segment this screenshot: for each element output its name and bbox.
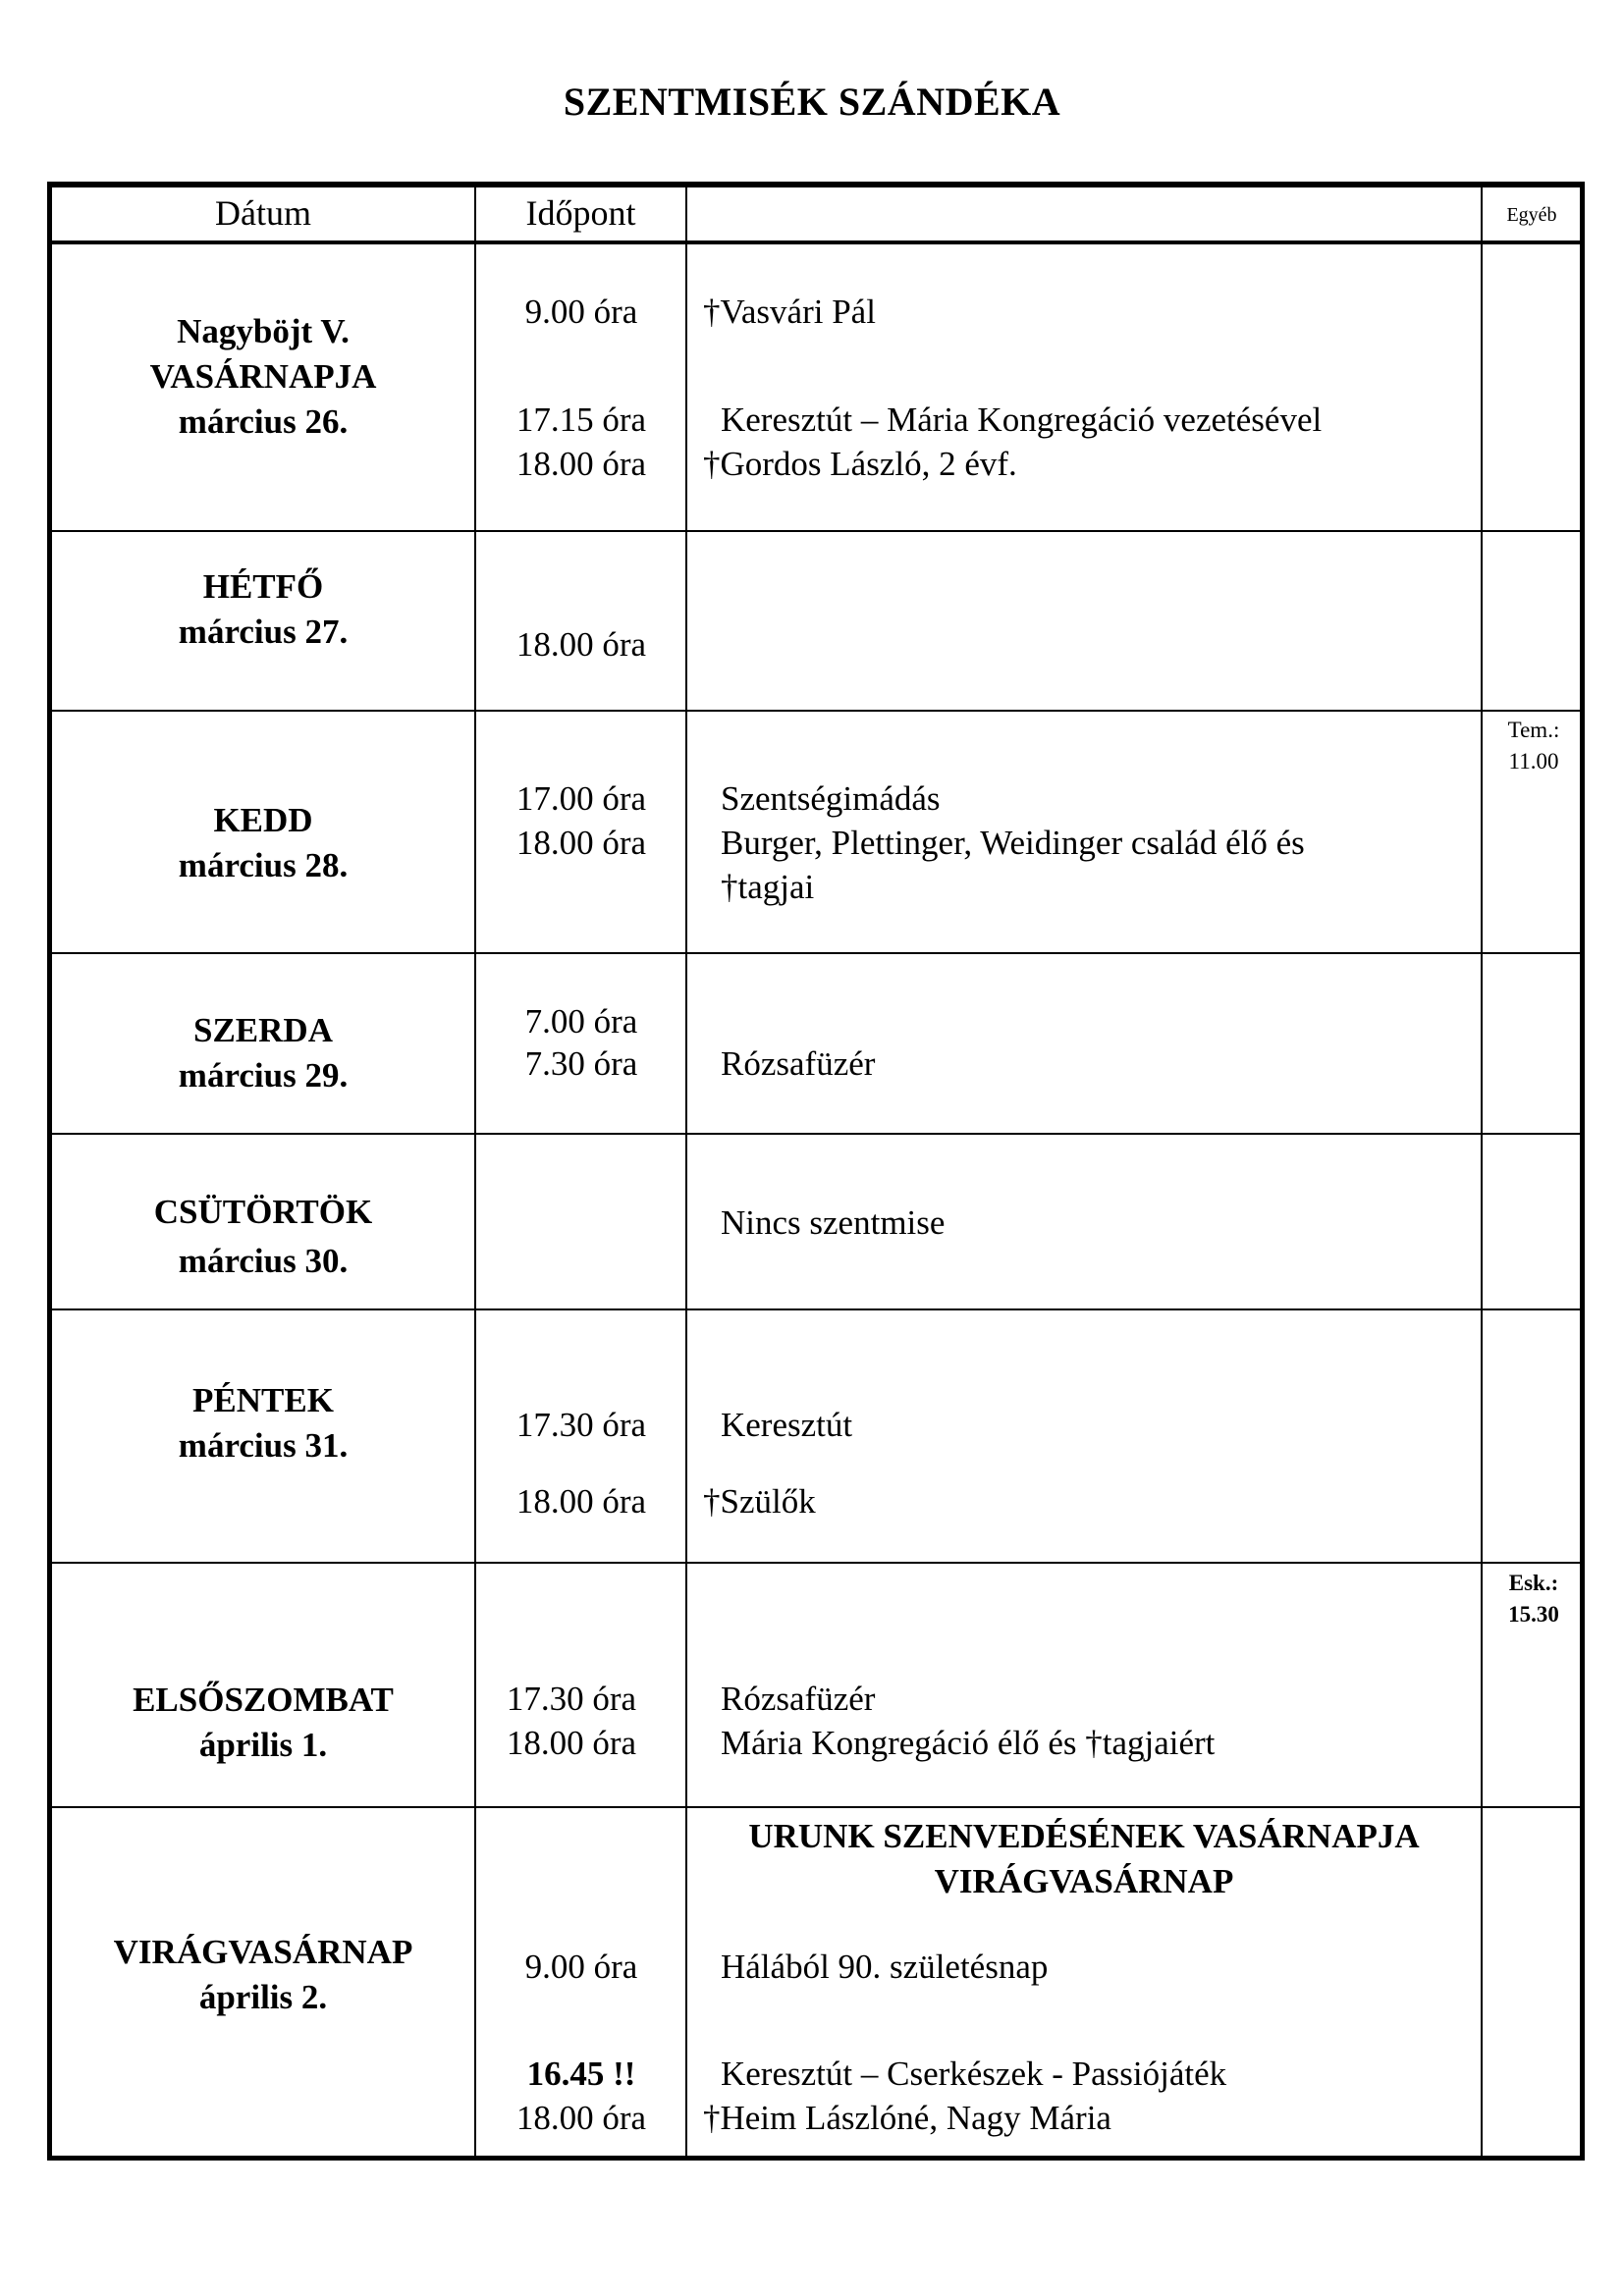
mass-time: 18.00 óra xyxy=(515,1482,647,1521)
row-date xyxy=(52,309,474,445)
header-egyeb: Egyéb xyxy=(1506,204,1557,226)
mass-time: 18.00 óra xyxy=(506,1724,637,1762)
mass-intention: †Szülők xyxy=(703,1482,816,1521)
mass-time: 9.00 óra xyxy=(524,1948,638,1986)
mass-intention: †Heim Lászlóné, Nagy Mária xyxy=(703,2099,1111,2137)
note-line: Tem.: xyxy=(1507,718,1560,742)
row-date xyxy=(52,1008,474,1098)
mass-time: 18.00 óra xyxy=(515,824,647,862)
mass-time: 9.00 óra xyxy=(524,293,638,331)
mass-intention: Keresztút – Cserkészek - Passiójáték xyxy=(721,2055,1227,2093)
row-date xyxy=(52,798,474,888)
row-date xyxy=(52,1930,474,2020)
date-line: április 1. xyxy=(198,1726,328,1764)
page-title: SZENTMISÉK SZÁNDÉKA xyxy=(563,80,1061,124)
mass-intention: Hálából 90. születésnap xyxy=(721,1948,1049,1986)
date-line: március 31. xyxy=(178,1426,349,1465)
row-divider xyxy=(47,952,1585,954)
date-line: CSÜTÖRTÖK xyxy=(153,1193,373,1231)
row-divider xyxy=(47,710,1585,712)
mass-time: 17.00 óra xyxy=(515,779,647,818)
mass-intention: Szentségimádás xyxy=(721,779,941,818)
date-line: PÉNTEK xyxy=(192,1381,334,1419)
mass-intention: Burger, Plettinger, Weidinger család élő és xyxy=(721,824,1305,862)
date-line: március 28. xyxy=(178,846,349,884)
mass-time: 7.30 óra xyxy=(524,1044,638,1083)
column-divider xyxy=(474,187,476,2156)
row-note xyxy=(1485,1568,1583,1630)
date-line: március 27. xyxy=(178,613,349,651)
date-line: április 2. xyxy=(198,1978,328,2016)
mass-intention: †Gordos László, 2 évf. xyxy=(703,445,1017,483)
mass-time: 17.15 óra xyxy=(515,400,647,439)
row-divider xyxy=(47,1308,1585,1310)
mass-time: 18.00 óra xyxy=(515,445,647,483)
row-date xyxy=(52,1378,474,1468)
row-date xyxy=(52,564,474,655)
mass-intention: †tagjai xyxy=(721,868,815,906)
mass-time: 17.30 óra xyxy=(506,1680,637,1718)
date-line: VASÁRNAPJA xyxy=(149,357,377,396)
row-date xyxy=(52,1190,474,1284)
date-line: HÉTFŐ xyxy=(202,567,324,606)
header-divider xyxy=(47,240,1585,244)
mass-intention: Rózsafüzér xyxy=(721,1680,876,1718)
date-line: március 26. xyxy=(178,402,349,441)
row-divider xyxy=(47,530,1585,532)
mass-intention: Rózsafüzér xyxy=(721,1044,876,1083)
header-datum: Dátum xyxy=(215,193,311,233)
mass-time: 17.30 óra xyxy=(515,1406,647,1444)
date-line: március 30. xyxy=(178,1242,349,1280)
date-line: VIRÁGVASÁRNAP xyxy=(113,1933,413,1971)
date-line: SZERDA xyxy=(193,1011,333,1049)
mass-intention: Nincs szentmise xyxy=(721,1203,946,1242)
row-divider xyxy=(47,1806,1585,1808)
row-divider xyxy=(47,1562,1585,1564)
date-line: Nagyböjt V. xyxy=(177,312,350,350)
mass-intention: Keresztút xyxy=(721,1406,853,1444)
mass-intention: Mária Kongregáció élő és †tagjaiért xyxy=(721,1724,1216,1762)
heading-line: URUNK SZENVEDÉSÉNEK VASÁRNAPJA xyxy=(748,1817,1420,1855)
header-idopont: Időpont xyxy=(525,193,636,233)
heading-line: VIRÁGVASÁRNAP xyxy=(934,1862,1234,1900)
row-divider xyxy=(47,1133,1585,1135)
row-date xyxy=(52,1678,474,1768)
date-line: ELSŐSZOMBAT xyxy=(133,1681,394,1719)
note-line: 11.00 xyxy=(1508,749,1559,774)
column-divider xyxy=(1481,187,1483,2156)
note-line: 15.30 xyxy=(1508,1602,1559,1627)
date-line: KEDD xyxy=(213,801,313,839)
row-note xyxy=(1485,715,1583,777)
date-line: március 29. xyxy=(178,1056,349,1095)
mass-time: 7.00 óra xyxy=(524,1002,638,1041)
mass-intention: Keresztút – Mária Kongregáció vezetésével xyxy=(721,400,1323,439)
mass-intention: †Vasvári Pál xyxy=(703,293,876,331)
mass-time: 18.00 óra xyxy=(515,2099,647,2137)
mass-time: 16.45 !! xyxy=(526,2055,636,2093)
mass-time: 18.00 óra xyxy=(515,625,647,664)
note-line: Esk.: xyxy=(1508,1571,1559,1595)
sunday-heading xyxy=(687,1814,1481,1904)
